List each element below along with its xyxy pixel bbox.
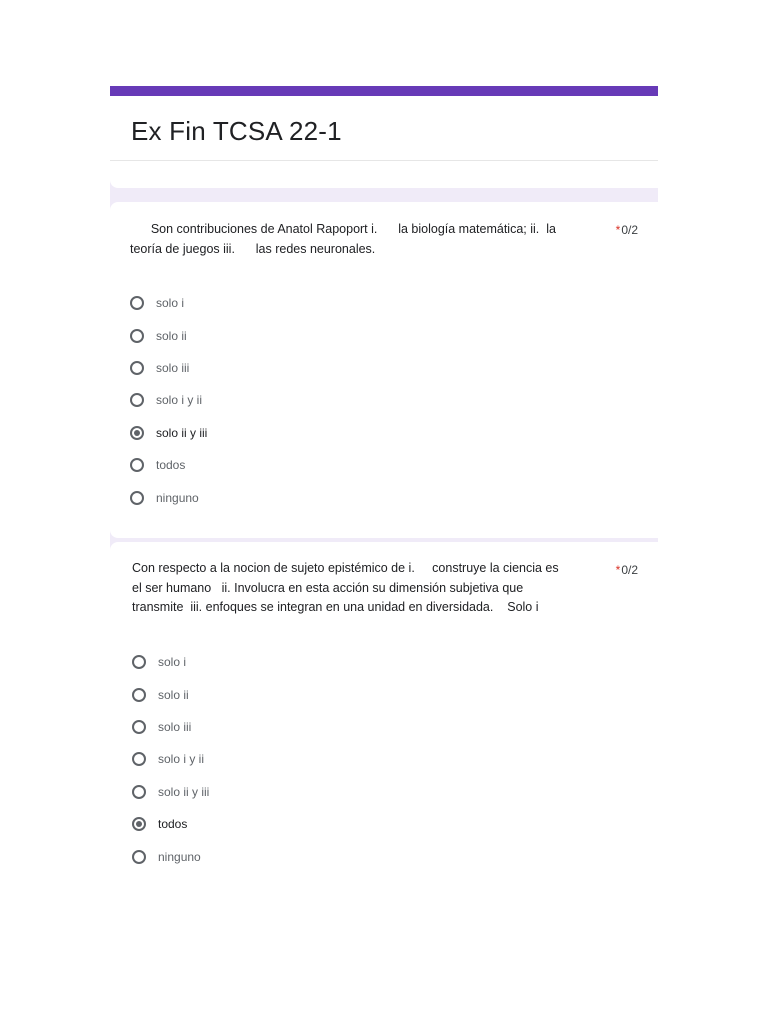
option-label: ninguno [156,490,199,505]
question-points [616,563,638,577]
option-solo-iii[interactable] [130,352,207,384]
radio-button[interactable] [132,655,146,669]
option-todos[interactable] [132,808,209,840]
option-solo-ii[interactable] [130,319,207,351]
header-divider [110,160,658,161]
points-value: 0/2 [621,563,638,577]
option-solo-ii-y-iii[interactable] [132,776,209,808]
options-list [130,287,207,514]
option-solo-i[interactable] [132,646,209,678]
option-label: ninguno [158,849,201,864]
radio-button[interactable] [132,720,146,734]
question-text: Con respecto a la nocion de sujeto epistémico de i. construye la ciencia es el ser humano ii. Involucra en esta acción su dimensión subjetiva que transmite iii. enfoques se integran en una unidad en diversidada. Solo i [132,561,559,614]
option-solo-iii[interactable] [132,711,209,743]
options-list [132,646,209,873]
radio-button[interactable] [130,329,144,343]
option-ninguno[interactable] [130,481,207,513]
option-label: todos [156,458,186,473]
option-label: solo ii y iii [158,784,210,799]
question-card-2 [110,542,658,886]
radio-button[interactable] [130,361,144,375]
option-label: solo i y ii [156,393,203,408]
form-canvas [110,86,658,886]
option-label: solo ii [158,687,189,702]
option-solo-i-y-ii[interactable] [130,384,207,416]
question-points [616,223,638,237]
question-text: Son contribuciones de Anatol Rapoport i. la biología matemática; ii. la teoría de juegos iii. las redes neuronales. [130,222,556,256]
option-solo-i[interactable] [130,287,207,319]
radio-button[interactable] [132,785,146,799]
option-label: solo i y ii [158,752,205,767]
form-header-card [110,86,658,188]
option-todos[interactable] [130,449,207,481]
option-solo-i-y-ii[interactable] [132,743,209,775]
radio-button[interactable] [130,296,144,310]
option-solo-ii-y-iii[interactable] [130,417,207,449]
radio-button[interactable] [130,393,144,407]
option-label: solo iii [156,360,190,375]
option-ninguno[interactable] [132,840,209,872]
option-label: solo ii y iii [156,425,208,440]
option-label: solo i [156,296,185,311]
required-asterisk: * [615,223,621,237]
radio-button-checked[interactable] [132,817,146,831]
radio-button-checked[interactable] [130,426,144,440]
radio-button[interactable] [130,491,144,505]
option-label: solo ii [156,328,187,343]
option-solo-ii[interactable] [132,678,209,710]
points-value: 0/2 [621,223,638,237]
required-asterisk: * [615,563,621,577]
radio-button[interactable] [130,458,144,472]
option-label: solo iii [158,719,192,734]
option-label: todos [158,817,188,832]
radio-button[interactable] [132,850,146,864]
form-title: Ex Fin TCSA 22-1 [131,116,342,146]
question-card-1 [110,202,658,538]
radio-button[interactable] [132,688,146,702]
radio-button[interactable] [132,752,146,766]
option-label: solo i [158,655,187,670]
